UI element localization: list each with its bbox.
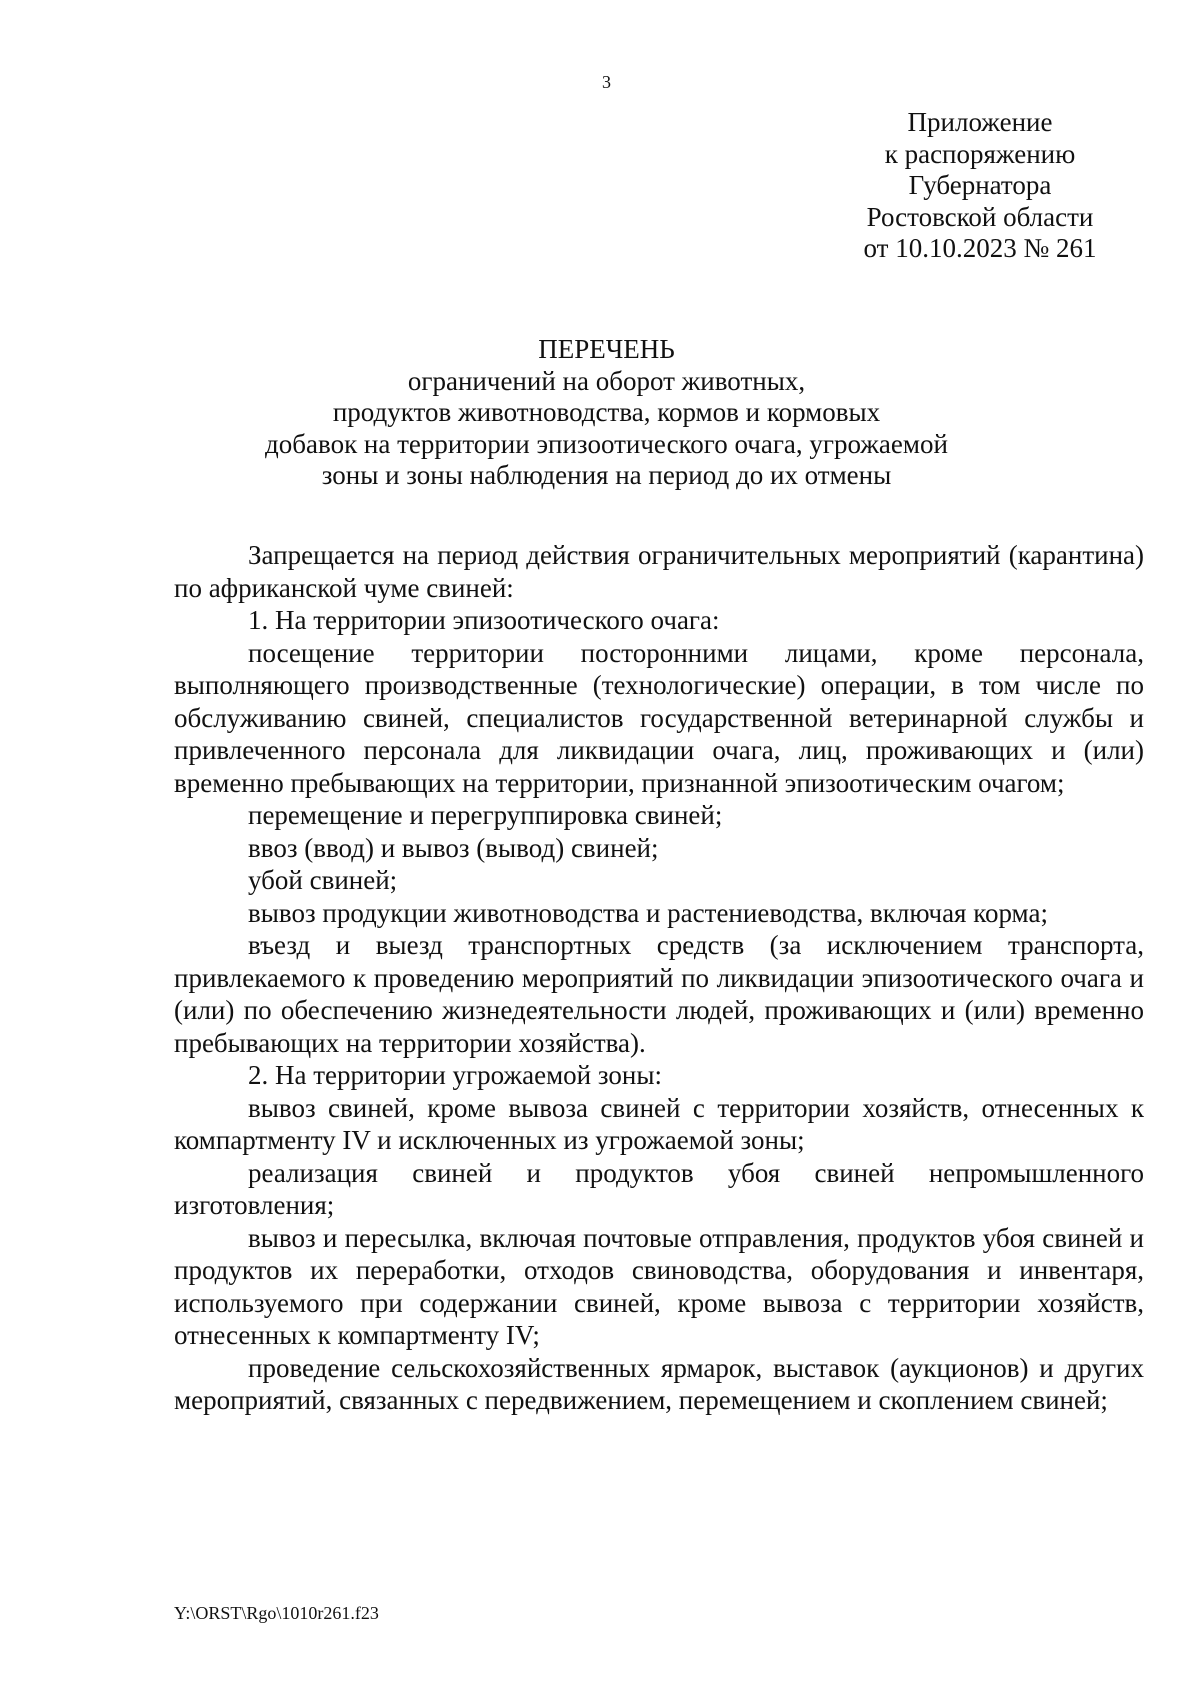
- body-paragraph: вывоз продукции животноводства и растениеводства, включая корма;: [248, 897, 1048, 928]
- body-paragraph: ввоз (ввод) и вывоз (вывод) свиней;: [248, 832, 659, 863]
- document-title-block: [0, 334, 1200, 492]
- section-heading: 2. На территории угрожаемой зоны:: [248, 1060, 662, 1090]
- appendix-line: к распоряжению: [884, 138, 1076, 169]
- footer-file-path: Y:\ORST\Rgo\1010r261.f23: [174, 1603, 379, 1623]
- appendix-line: от 10.10.2023 № 261: [863, 233, 1097, 263]
- page-number: 3: [602, 72, 611, 92]
- body-paragraph: въезд и выезд транспортных средств (за исключением транспорта, привлекаемого к проведению мероприятий по ликвидации эпизоотического очага и (или) по обеспечению жизнедеятельности людей, проживающих и (или) временно пребывающих на территории хозяйства).: [174, 930, 1144, 1058]
- appendix-line: Приложение: [907, 107, 1053, 137]
- body-paragraph: Запрещается на период действия ограничительных мероприятий (карантина) по африканской чуме свиней:: [174, 540, 1144, 603]
- body-paragraph: реализация свиней и продуктов убоя свиней непромышленного изготовления;: [174, 1157, 1144, 1220]
- appendix-line: Ростовской области: [866, 201, 1094, 232]
- body-paragraph: убой свиней;: [248, 865, 398, 895]
- body-paragraph: вывоз и пересылка, включая почтовые отправления, продуктов убоя свиней и продуктов их переработки, отходов свиноводства, оборудования и инвентаря, используемого при содержании свиней, кроме вывоза с территории хозяйств, отнесенных к компартменту IV;: [174, 1222, 1144, 1350]
- body-paragraph: проведение сельскохозяйственных ярмарок, выставок (аукционов) и других мероприятий, связанных с передвижением, перемещением и скоплением свиней;: [174, 1352, 1144, 1415]
- appendix-line: Губернатора: [908, 170, 1052, 200]
- document-subtitle-line: добавок на территории эпизоотического очага, угрожаемой: [265, 428, 948, 459]
- body-paragraph: вывоз свиней, кроме вывоза свиней с территории хозяйств, отнесенных к компартменту IV и исключенных из угрожаемой зоны;: [174, 1092, 1144, 1155]
- document-subtitle-line: продуктов животноводства, кормов и кормовых: [332, 397, 881, 427]
- body-paragraph: перемещение и перегруппировка свиней;: [248, 800, 723, 830]
- appendix-block: [830, 107, 1130, 265]
- document-heading: ПЕРЕЧЕНЬ: [538, 334, 675, 364]
- section-heading: 1. На территории эпизоотического очага:: [248, 605, 720, 635]
- body-paragraph: посещение территории посторонними лицами, кроме персонала, выполняющего производственные (технологические) операции, в том числе по обслуживанию свиней, специалистов государственной ветеринарной службы и привлеченного персонала для ликвидации очага, лиц, проживающих и (или) временно пребывающих на территории, признанной эпизоотическим очагом;: [174, 637, 1144, 798]
- document-subtitle-line: ограничений на оборот животных,: [407, 365, 806, 396]
- document-subtitle-line: зоны и зоны наблюдения на период до их отмены: [321, 460, 892, 490]
- document-body: [174, 539, 1144, 1417]
